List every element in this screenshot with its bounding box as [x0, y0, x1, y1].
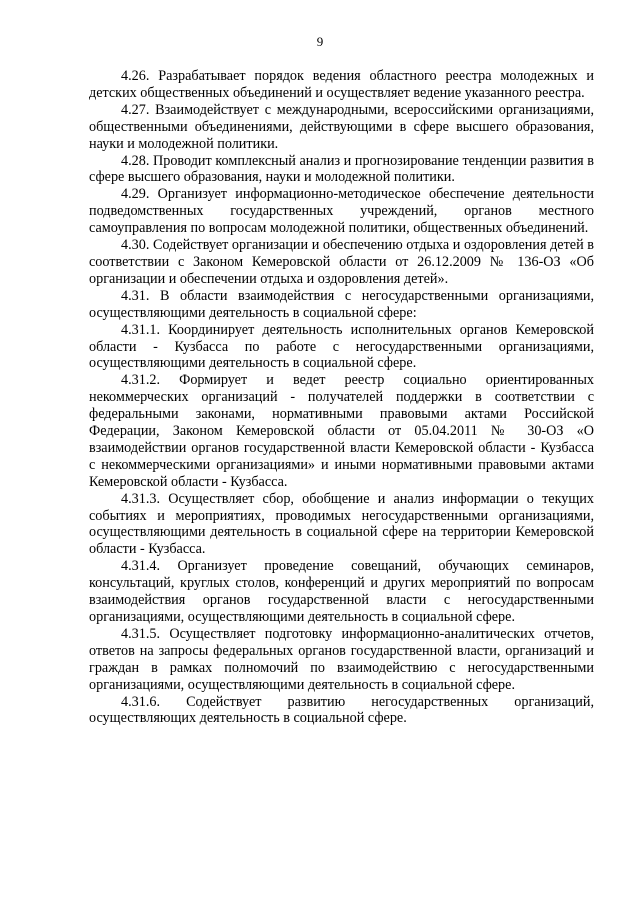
paragraph-4-31-4: 4.31.4. Организует проведение совещаний, обучающих семинаров, консультаций, круглых столов, конференций и других мероприятий по вопросам взаимодействия органов государственной власти с негосударственными организациями, осуществляющими деятельность в социальной сфере. — [89, 558, 594, 625]
page-number: 9 — [316, 34, 324, 49]
paragraph-4-26: 4.26. Разрабатывает порядок ведения областного реестра молодежных и детских общественных объединений и осуществляет ведение указанного реестра. — [89, 68, 594, 101]
paragraph-4-27: 4.27. Взаимодействует с международными, всероссийскими организациями, общественными объединениями, действующими в сфере высшего образования, науки и молодежной политики. — [89, 101, 594, 152]
paragraph-4-28: 4.28. Проводит комплексный анализ и прогнозирование тенденции развития в сфере высшего образования, науки и молодежной политики. — [89, 152, 594, 186]
paragraph-4-31: 4.31. В области взаимодействия с негосударственными организациями, осуществляющими деятельность в социальной сфере: — [89, 287, 594, 321]
document-body — [89, 68, 594, 727]
paragraph-4-31-2: 4.31.2. Формирует и ведет реестр социально ориентированных некоммерческих организаций - получателей поддержки в соответствии с федеральными законами, нормативными правовыми актами Российской Федерации, Законом Кемеровской области от 05.04.2011 № 30-ОЗ «О взаимодействии органов государственной власти Кемеровской области - Кузбасса с некоммерческими организациями» и иными нормативными правовыми актами Кемеровской области - Кузбасса. — [89, 372, 594, 490]
paragraph-4-31-3: 4.31.3. Осуществляет сбор, обобщение и анализ информации о текущих событиях и мероприятиях, проводимых негосударственными организациями, осуществляющими деятельность в социальной сфере на территории Кемеровской области - Кузбасса. — [89, 490, 594, 558]
paragraph-4-30: 4.30. Содействует организации и обеспечению отдыха и оздоровления детей в соответствии с Законом Кемеровской области от 26.12.2009 № 136-ОЗ «Об организации и обеспечении отдыха и оздоровления детей». — [89, 237, 594, 287]
paragraph-4-31-1: 4.31.1. Координирует деятельность исполнительных органов Кемеровской области - Кузбасса по работе с негосударственными организациями, осуществляющими деятельность в социальной сфере. — [89, 321, 594, 372]
paragraph-4-31-5: 4.31.5. Осуществляет подготовку информационно-аналитических отчетов, ответов на запросы федеральных органов государственной власти, организаций и граждан в рамках полномочий по взаимодействию с негосударственными организациями, осуществляющими деятельность в социальной сфере. — [89, 625, 594, 693]
paragraph-4-29: 4.29. Организует информационно-методическое обеспечение деятельности подведомственных государственных учреждений, органов местного самоуправления по вопросам молодежной политики, общественных объединений. — [89, 186, 594, 237]
paragraph-4-31-6: 4.31.6. Содействует развитию негосударственных организаций, осуществляющих деятельность в социальной сфере. — [89, 693, 594, 727]
